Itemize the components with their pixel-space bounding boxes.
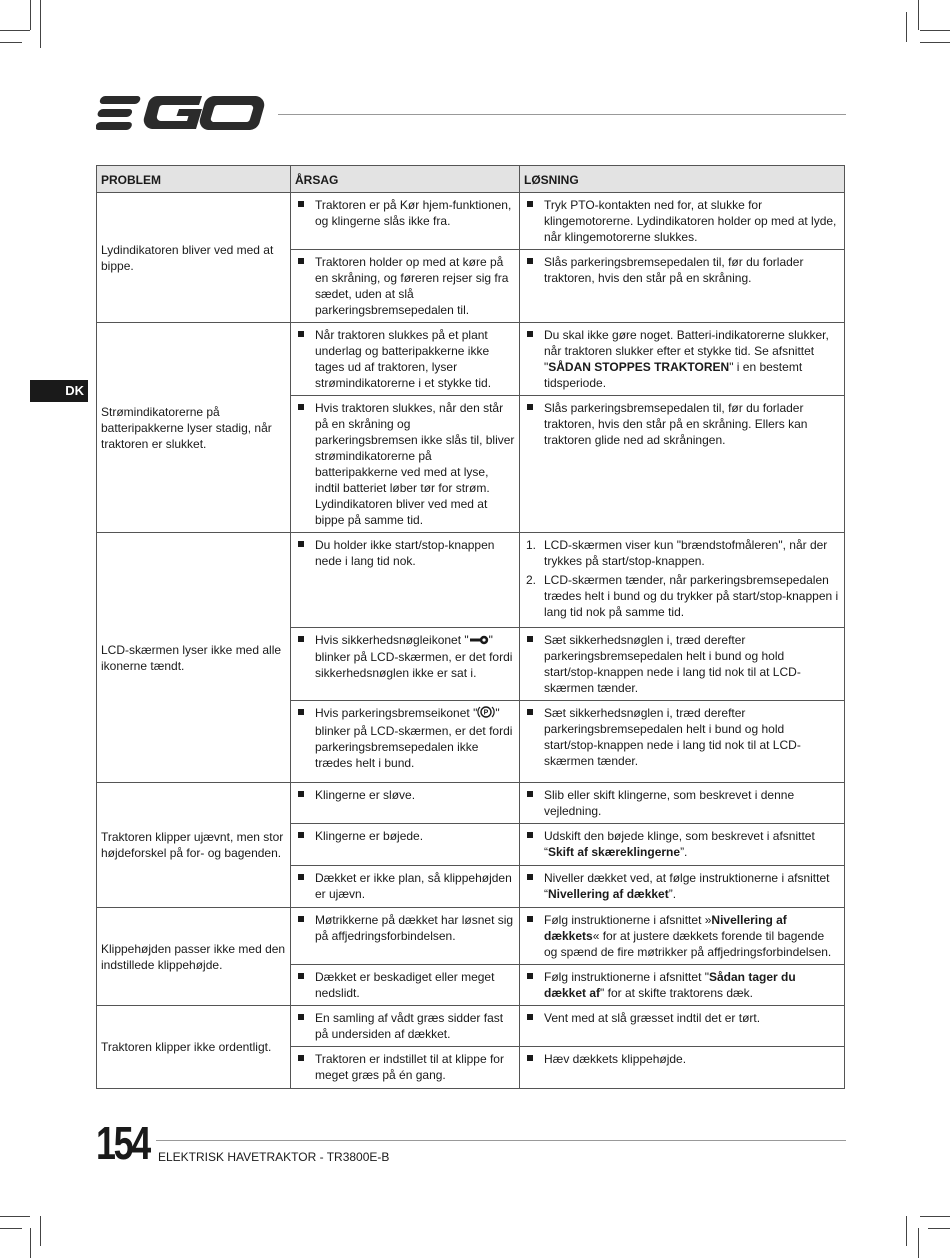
- cause-cell: [291, 701, 520, 783]
- solution-cell: [520, 628, 845, 701]
- table-row: [97, 323, 845, 396]
- solution-text: Slås parkeringsbremsepedalen til, før du forlader traktoren, hvis den står på en skråning. Ellers kan traktoren glide ned ad skråningen.: [524, 400, 840, 448]
- table-row: [97, 1006, 845, 1047]
- solution-text-part: Udskift den bøjede klinge, som beskrevet i afsnittet “: [544, 829, 815, 859]
- cause-text: En samling af vådt græs sidder fast på undersiden af dækket.: [295, 1010, 515, 1042]
- solution-text-part: Følg instruktionerne i afsnittet »: [544, 913, 712, 927]
- cause-cell: [291, 824, 520, 866]
- crop-mark: [920, 1216, 950, 1217]
- solution-cell: [520, 965, 845, 1006]
- cause-text: Traktoren er indstillet til at klippe for meget græs på én gang.: [295, 1051, 515, 1083]
- cause-text: Hvis traktoren slukkes, når den står på en skråning og parkeringsbremsen ikke slås til, bliver strømindikatorerne på batteripakkerne ved med at lyse, indtil batteriet løber tør for strøm. Lydindikatoren bliver ved med at bippe på samme tid.: [295, 400, 515, 528]
- solution-text-part: " for at skifte traktorens dæk.: [600, 986, 754, 1000]
- cause-cell: [291, 628, 520, 701]
- solution-list-text: LCD-skærmen tænder, når parkeringsbremsepedalen trædes helt i bund og du trykker på start/stop-knappen i lang tid nok på samme tid.: [544, 573, 839, 619]
- crop-mark: [928, 1228, 950, 1229]
- crop-mark: [920, 42, 950, 43]
- cause-text: [295, 705, 515, 771]
- solution-text: [524, 870, 840, 902]
- solution-bold-ref: Sådan tager du dækket af: [544, 970, 796, 1000]
- footer-rule: [156, 1140, 846, 1141]
- cause-cell: [291, 323, 520, 396]
- cause-cell: [291, 193, 520, 250]
- solution-text-part: « for at justere dækkets forende til bagende og spænd de fire møtrikker på affjedringsforbindelsen.: [544, 929, 832, 959]
- table-row: [97, 783, 845, 824]
- solution-list-item: 2. LCD-skærmen tænder, når parkeringsbremsepedalen trædes helt i bund og du trykker på start/stop-knappen i lang tid nok på samme tid.: [526, 573, 839, 619]
- cause-cell: [291, 250, 520, 323]
- solution-text: [524, 969, 840, 1001]
- solution-cell: [520, 250, 845, 323]
- solution-text: [524, 912, 840, 960]
- cause-cell: [291, 866, 520, 908]
- solution-cell: [520, 533, 845, 628]
- column-header-problem: PROBLEM: [97, 166, 291, 193]
- problem-cell: LCD-skærmen lyser ikke med alle ikonerne tændt.: [97, 533, 291, 783]
- cause-text-part: " blinker på LCD-skærmen, er det fordi parkeringsbremsepedalen ikke trædes helt i bund.: [315, 706, 513, 770]
- solution-cell: [520, 824, 845, 866]
- crop-mark: [918, 0, 919, 30]
- solution-text-part: " i en bestemt tidsperiode.: [544, 360, 803, 390]
- crop-mark: [0, 30, 30, 31]
- crop-mark: [0, 1216, 30, 1217]
- page-number: 154: [96, 1117, 149, 1169]
- solution-cell: [520, 783, 845, 824]
- solution-text-part: Følg instruktionerne i afsnittet ": [544, 970, 709, 984]
- crop-mark: [918, 1228, 919, 1258]
- solution-cell: [520, 1047, 845, 1089]
- solution-cell: [520, 193, 845, 250]
- key-icon: [469, 633, 489, 649]
- solution-text-part: Niveller dækket ved, at følge instruktionerne i afsnittet “: [544, 871, 830, 901]
- table-header-row: [97, 166, 845, 193]
- language-tab: DK: [30, 380, 88, 402]
- solution-cell: [520, 1006, 845, 1047]
- solution-text: [524, 828, 840, 860]
- crop-mark: [30, 1228, 31, 1258]
- solution-text: Sæt sikkerhedsnøglen i, træd derefter parkeringsbremsepedalen helt i bund og hold start/stop-knappen nede i lang tid nok til at LCD-skærmen tænder.: [524, 632, 840, 696]
- footer-title: ELEKTRISK HAVETRAKTOR - TR3800E-B: [158, 1150, 390, 1164]
- cause-text: Klingerne er bøjede.: [295, 828, 515, 844]
- solution-text: Slib eller skift klingerne, som beskrevet i denne vejledning.: [524, 787, 840, 819]
- solution-cell: [520, 908, 845, 965]
- parking-brake-icon: [477, 705, 495, 723]
- solution-bold-ref: Skift af skæreklingerne: [548, 845, 681, 859]
- cause-cell: [291, 533, 520, 628]
- solution-text: Vent med at slå græsset indtil det er tørt.: [524, 1010, 840, 1026]
- solution-text-part: ”.: [668, 887, 677, 901]
- cause-text-part: Hvis sikkerhedsnøgleikonet ": [315, 633, 469, 647]
- problem-cell: Traktoren klipper ikke ordentligt.: [97, 1006, 291, 1089]
- header-rule: [278, 114, 846, 115]
- solution-cell: [520, 323, 845, 396]
- crop-mark: [40, 1216, 41, 1246]
- crop-mark: [906, 1216, 907, 1246]
- problem-cell: Klippehøjden passer ikke med den indstillede klippehøjde.: [97, 908, 291, 1006]
- solution-list-item: 1. LCD-skærmen viser kun "brændstofmåleren", når der trykkes på start/stop-knappen.: [526, 538, 828, 568]
- table-row: [97, 193, 845, 250]
- cause-text: Møtrikkerne på dækket har løsnet sig på affjedringsforbindelsen.: [295, 912, 515, 944]
- column-header-cause: ÅRSAG: [291, 166, 520, 193]
- cause-cell: [291, 965, 520, 1006]
- solution-text: Hæv dækkets klippehøjde.: [524, 1051, 840, 1067]
- cause-cell: [291, 396, 520, 533]
- cause-text: [295, 632, 515, 681]
- crop-mark: [30, 0, 31, 30]
- cause-text-part: " blinker på LCD-skærmen, er det fordi sikkerhedsnøglen ikke er sat i.: [315, 633, 513, 680]
- cause-text: Når traktoren slukkes på et plant underlag og batteripakkerne ikke tages ud af traktoren, lyser strømindikatorerne i et stykke tid.: [295, 327, 515, 391]
- solution-text-part: ”.: [680, 845, 688, 859]
- table-row: [97, 908, 845, 965]
- crop-mark: [0, 1228, 22, 1229]
- troubleshooting-table: [96, 165, 845, 1089]
- crop-mark: [920, 30, 950, 31]
- solution-cell: [520, 396, 845, 533]
- solution-text: [524, 327, 840, 391]
- cause-cell: [291, 783, 520, 824]
- crop-mark: [0, 42, 22, 43]
- cause-text: Traktoren holder op med at køre på en skråning, og føreren rejser sig fra sædet, uden at slå parkeringsbremsepedalen til.: [295, 254, 515, 318]
- solution-list-text: LCD-skærmen viser kun "brændstofmåleren", når der trykkes på start/stop-knappen.: [544, 538, 828, 568]
- cause-text: Du holder ikke start/stop-knappen nede i lang tid nok.: [295, 537, 515, 569]
- solution-bold-ref: Nivellering af dækket: [548, 887, 669, 901]
- problem-cell: Strømindikatorerne på batteripakkerne lyser stadig, når traktoren er slukket.: [97, 323, 291, 533]
- solution-text: Slås parkeringsbremsepedalen til, før du forlader traktoren, hvis den står på en skråning.: [524, 254, 840, 286]
- problem-cell: Lydindikatoren bliver ved med at bippe.: [97, 193, 291, 323]
- cause-cell: [291, 1006, 520, 1047]
- crop-mark: [40, 0, 41, 48]
- cause-text-part: Hvis parkeringsbremseikonet ": [315, 706, 478, 721]
- solution-text: Sæt sikkerhedsnøglen i, træd derefter parkeringsbremsepedalen helt i bund og hold start/stop-knappen nede i lang tid nok til at LCD-skærmen tænder.: [524, 705, 840, 769]
- solution-cell: [520, 866, 845, 908]
- solution-text-part: Du skal ikke gøre noget. Batteri-indikatorerne slukker, når traktoren slukker efter et stykke tid. Se afsnittet ": [544, 328, 829, 374]
- column-header-solution: LØSNING: [520, 166, 845, 193]
- solution-text: Tryk PTO-kontakten ned for, at slukke for klingemotorerne. Lydindikatoren holder op med at lyde, når klingemotorerne slukkes.: [524, 197, 840, 245]
- problem-cell: Traktoren klipper ujævnt, men stor højdeforskel på for- og bagenden.: [97, 783, 291, 908]
- cause-cell: [291, 908, 520, 965]
- crop-mark: [906, 12, 907, 42]
- svg-text:P: P: [483, 709, 489, 717]
- solution-bold-ref: SÅDAN STOPPES TRAKTOREN: [548, 360, 730, 374]
- cause-text: Klingerne er sløve.: [295, 787, 515, 803]
- cause-cell: [291, 1047, 520, 1089]
- ego-logo: [96, 94, 268, 137]
- cause-text: Traktoren er på Kør hjem-funktionen, og klingerne slås ikke fra.: [295, 197, 515, 229]
- solution-cell: [520, 701, 845, 783]
- cause-text: Dækket er beskadiget eller meget nedslidt.: [295, 969, 515, 1001]
- table-row: [97, 533, 845, 628]
- solution-bold-ref: Nivellering af dækkets: [544, 913, 787, 943]
- cause-text: Dækket er ikke plan, så klippehøjden er ujævn.: [295, 870, 515, 902]
